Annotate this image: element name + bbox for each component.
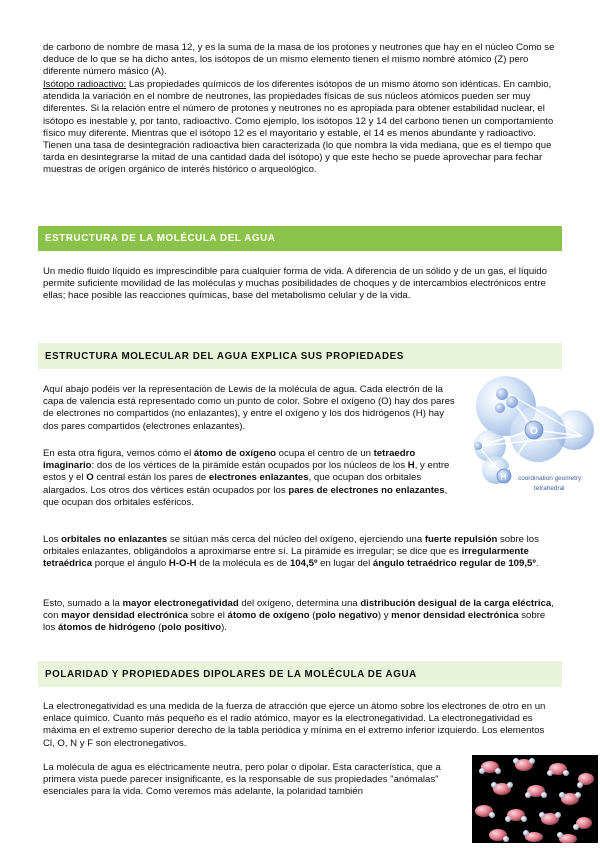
section-title-polarity xyxy=(38,661,562,687)
intro-paragraph: de carbono de nombre de masa 12, y es la suma de la masa de los protones y neutrones que hay en el núcleo Como se deduce de lo que se ha dicho antes, los isótopos de un mismo elemento tienen el mismo nombré atómico (Z) pero diferente número másico (A). xyxy=(43,42,555,78)
section-title-text: ESTRUCTURA DE LA MOLÉCULA DEL AGUA xyxy=(45,233,276,244)
lewis-paragraph: Aquí abajo podéis ver la representación de Lewis de la molécula de agua. Cada electrón de la capa de valencia está representado como un punto de color. Sobre el oxígeno (O) hay dos pares de electrones no compartidos (no enlazantes), y entre el oxígeno y los dos hidrógenos (H) hay dos pares compartidos (electrones enlazantes). xyxy=(43,384,455,432)
polarity-paragraph: La molécula de agua es eléctricamente neutra, pero polar o dipolar. Esta característica, que a primera vista puede parecer insignificante, es la responsable de sus propiedades "anómalas" esenciales para la vida. Como veremos más adelante, la polaridad también xyxy=(43,762,441,798)
oxygen-label: O xyxy=(530,426,538,437)
isotope-label: Isótopo radioactivo: xyxy=(43,79,127,90)
orbitals-paragraph: Los orbitales no enlazantes se sitúan más cerca del núcleo del oxígeno, ejerciendo una fuerte repulsión sobre los orbitales enlazantes, obligándolos a aproximarse entre sí. La pirámide es irregular; se dice que es irregularmente tetraédrica porque el ángulo H-O-H de la molécula es de 104,5º en lugar del ángulo tetraédrico regular de 109,5º. xyxy=(43,534,539,570)
section-title-text: POLARIDAD Y PROPIEDADES DIPOLARES DE LA MOLÉCULA DE AGUA xyxy=(45,668,417,680)
section1-paragraph: Un medio fluido líquido es imprescindible para cualquier forma de vida. A diferencia de un sólido y de un gas, el líquido permite suficiente movilidad de las moléculas y muchas posibilidades de choques y de intercambios electrónicos entre ellas; hace posible las reacciones químicas, base del metabolismo celular y de la vida. xyxy=(43,266,547,302)
electronegativity-summary-paragraph: Esto, sumado a la mayor electronegatividad del oxígeno, determina una distribución desigual de la carga eléctrica, con mayor densidad electrónica sobre el átomo de oxígeno (polo negativo) y menor densidad electrónica sobre los átomos de hidrógeno (polo positivo). xyxy=(43,598,554,634)
isotope-paragraph xyxy=(43,79,557,177)
section-title-molecular xyxy=(38,343,562,369)
figure-caption-line1: coordination geometry: xyxy=(518,475,584,482)
electronegativity-paragraph: La electronegatividad es una medida de la fuerza de atracción que ejerce un átomo sobre los electrones de otro en un enlace químico. Cuanto más pequeño es el radio atómico, mayor es la electronegatividad. La electronegatividad es máxima en el extremo superior derecho de la tabla periódica y mínima en el extremo inferior izquierdo. Los elementos Cl, O, N y F son electronegativos. xyxy=(43,701,546,749)
hydrogen-label: H xyxy=(500,471,507,482)
section-title-text: ESTRUCTURA MOLECULAR DEL AGUA EXPLICA SUS PROPIEDADES xyxy=(45,350,404,362)
tetrahedron-paragraph: En esta otra figura, vemos cómo el átomo de oxígeno ocupa el centro de un tetraedro imaginario: dos de los vértices de la pirámide están ocupados por los núcleos de los H, y entre estos y el O central están los pares de electrones enlazantes, que ocupan dos orbitales alargados. Los otros dos vértices están ocupados por los pares de electrones no enlazantes, que ocupan dos orbitales esféricos. xyxy=(43,448,450,508)
figure-caption-line2: tetrahedral xyxy=(534,485,565,492)
section-title-structure xyxy=(38,226,562,251)
tetrahedral-geometry-illustration xyxy=(466,372,594,492)
tetrahedral-geometry-figure xyxy=(466,372,594,492)
water-molecules-image xyxy=(472,755,598,843)
isotope-text: Las propiedades químicos de los diferentes isótopos de un mismo átomo son idénticas. En cambio, atendida la variación en el nombre de neutrones, las propiedades físicas de sus núcleos atómicos pueden ser muy diferentes. Si la relación entre el número de protones y neutrones no es apropiada para obtener estabilidad nuclear, el isótopo es inestable y, por tanto, radioactivo. Como ejemplo, los isótopos 12 y 14 del carbono tienen un comportamiento físico muy diferente. Mientras que el isótopo 12 es el mayoritario y estable, el 14 es menos abundante y radioactivo. Tienen una tasa de desintegración radioactiva bien caracterizada (lo que nombra la vida mediana, que es el tiempo que tarda en desintegrarse la mitad de una cantidad dada del isótopo) y que este hecho se puede aprovechar para fechar muestras de orígen orgánico de interés histórico o arqueológico. xyxy=(43,79,554,176)
water-molecules-illustration xyxy=(472,755,598,843)
